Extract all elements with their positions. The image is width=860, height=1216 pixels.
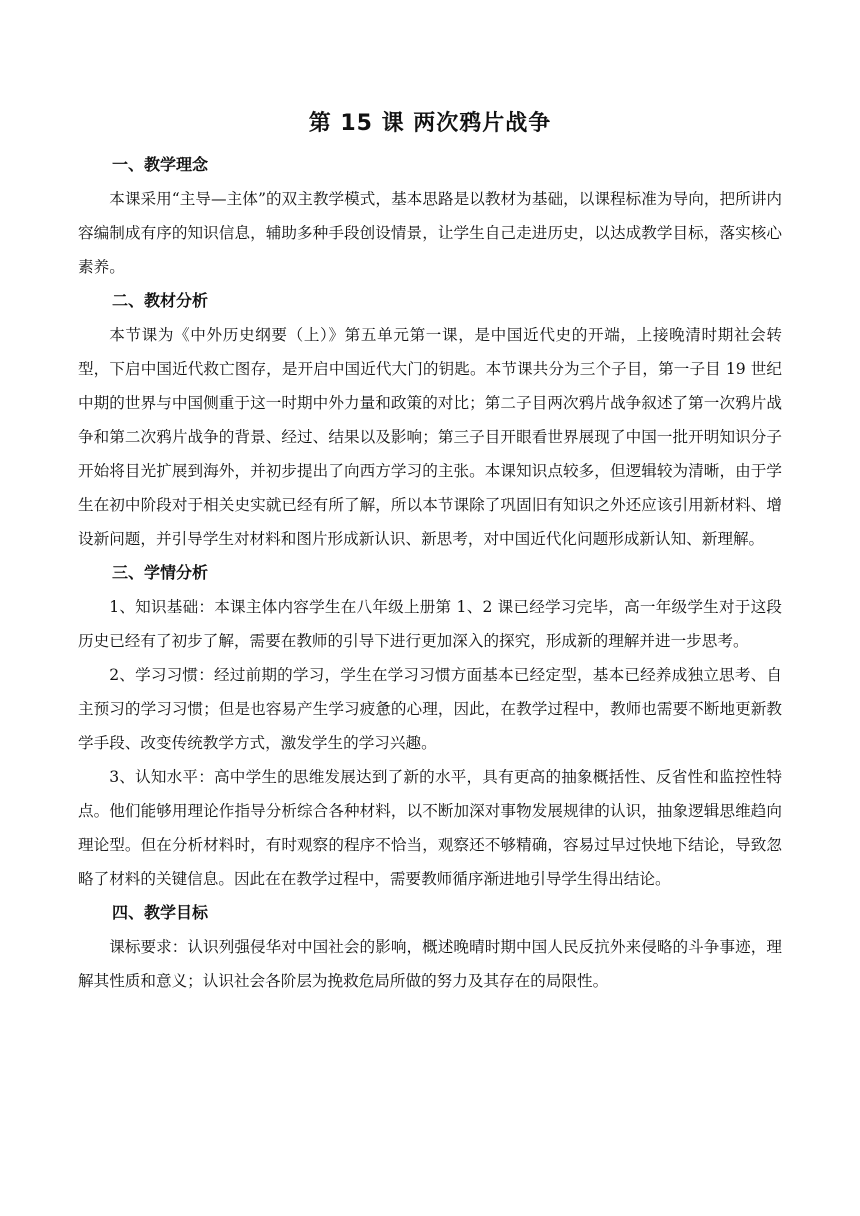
paragraph: 本节课为《中外历史纲要（上）》第五单元第一课，是中国近代史的开端，上接晚清时期社会转型，下启中国近代救亡图存，是开启中国近代大门的钥匙。本节课共分为三个子目，第一子目 19 世纪中期的世界与中国侧重于这一时期中外力量和政策的对比；第二子目两次鸦片战争叙述了第一次鸦片战争和第二次鸦片战争的背景、经过、结果以及影响；第三子目开眼看世界展现了中国一批开明知识分子开始将目光扩展到海外，并初步提出了向西方学习的主张。本课知识点较多，但逻辑较为清晰，由于学生在初中阶段对于相关史实就已经有所了解，所以本节课除了巩固旧有知识之外还应该引用新材料、增设新问题，并引导学生对材料和图片形成新认识、新思考，对中国近代化问题形成新认知、新理解。: [78, 326, 782, 548]
paragraph: 课标要求：认识列强侵华对中国社会的影响，概述晚晴时期中国人民反抗外来侵略的斗争事迹，理解其性质和意义；认识社会各阶层为挽救危局所做的努力及其存在的局限性。: [78, 938, 782, 990]
paragraph: 2、学习习惯：经过前期的学习，学生在学习习惯方面基本已经定型，基本已经养成独立思考、自主预习的学习习惯；但是也容易产生学习疲惫的心理，因此，在教学过程中，教师也需要不断地更新教学手段、改变传统教学方式，激发学生的学习兴趣。: [78, 666, 782, 752]
paragraph: 1、知识基础：本课主体内容学生在八年级上册第 1、2 课已经学习完毕，高一年级学生对于这段历史已经有了初步了解，需要在教师的引导下进行更加深入的探究，形成新的理解并进一步思考。: [78, 598, 782, 650]
section-student-analysis: [78, 556, 782, 896]
section-heading: 三、学情分析: [112, 563, 209, 582]
section-heading: 二、教材分析: [112, 291, 209, 310]
section-teaching-philosophy: [78, 148, 782, 284]
paragraph: 3、认知水平：高中学生的思维发展达到了新的水平，具有更高的抽象概括性、反省性和监控性特点。他们能够用理论作指导分析综合各种材料，以不断加深对事物发展规律的认识，抽象逻辑思维趋向理论型。但在分析材料时，有时观察的程序不恰当，观察还不够精确，容易过早过快地下结论，导致忽略了材料的关键信息。因此在在教学过程中，需要教师循序渐进地引导学生得出结论。: [78, 768, 782, 888]
section-textbook-analysis: [78, 284, 782, 556]
section-teaching-objectives: [78, 896, 782, 998]
section-heading: 四、教学目标: [112, 903, 209, 922]
paragraph: 本课采用“主导—主体”的双主教学模式，基本思路是以教材为基础，以课程标准为导向，把所讲内容编制成有序的知识信息，辅助多种手段创设情景，让学生自己走进历史，以达成教学目标，落实核心素养。: [78, 190, 782, 276]
page-title: 第 15 课 两次鸦片战争: [308, 111, 552, 136]
section-heading: 一、教学理念: [112, 155, 209, 174]
